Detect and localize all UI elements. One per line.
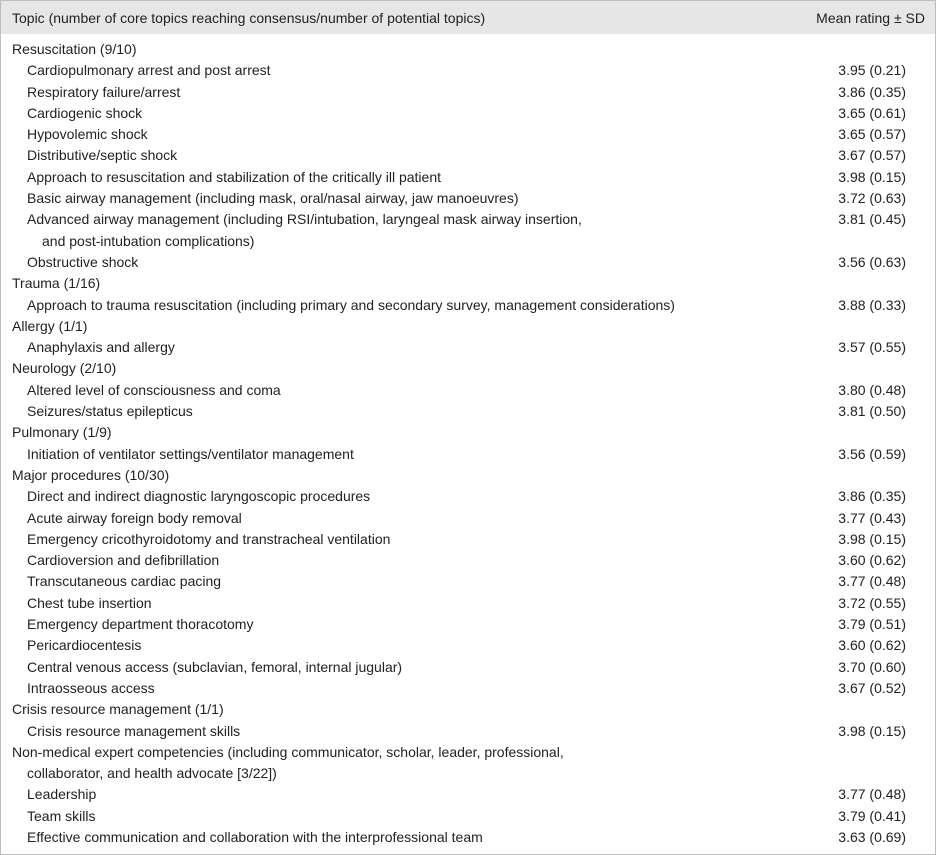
table-row <box>1 252 935 273</box>
table-row <box>1 124 935 145</box>
topic-label <box>27 529 390 550</box>
topic-label <box>27 784 96 805</box>
table-row <box>1 103 935 124</box>
category-label <box>12 358 116 379</box>
mean-rating-value: 3.77 (0.48) <box>838 573 906 590</box>
topic-text: Approach to trauma resuscitation (including primary and secondary survey, management considerations) <box>27 296 675 313</box>
topic-label <box>27 295 675 316</box>
category-row <box>1 422 935 443</box>
topic-label <box>27 337 175 358</box>
table-row <box>1 550 935 571</box>
topic-column-header: Topic (number of core topics reaching consensus/number of potential topics) <box>12 10 486 26</box>
topic-label <box>27 827 483 848</box>
category-row <box>1 699 935 720</box>
category-row <box>1 465 935 486</box>
rating-column-header: Mean rating ± SD <box>816 10 925 26</box>
table-row <box>1 508 935 529</box>
topic-label <box>27 571 221 592</box>
topic-label <box>27 82 180 103</box>
table-row <box>1 82 935 103</box>
topic-text: Effective communication and collaboration with the interprofessional team <box>27 828 483 845</box>
topic-text: Direct and indirect diagnostic laryngoscopic procedures <box>27 488 371 505</box>
topic-label <box>27 401 193 422</box>
topic-label <box>27 444 354 465</box>
table-row <box>1 60 935 81</box>
topic-label <box>27 593 152 614</box>
topic-text-continuation: collaborator, and health advocate [3/22]) <box>27 765 277 782</box>
mean-rating-value: 3.80 (0.48) <box>838 381 906 398</box>
topic-text: Obstructive shock <box>27 253 139 270</box>
mean-rating-value: 3.98 (0.15) <box>838 168 906 185</box>
category-row <box>1 742 935 785</box>
topic-text: Central venous access (subclavian, femoral, internal jugular) <box>27 658 403 675</box>
topic-text: Allergy (1/1) <box>12 317 88 334</box>
mean-rating-value: 3.77 (0.48) <box>838 786 906 803</box>
topic-text: Cardioversion and defibrillation <box>27 552 220 569</box>
mean-rating-value: 3.60 (0.62) <box>838 637 906 654</box>
table-row <box>1 571 935 592</box>
table-body <box>1 39 935 848</box>
topic-text: Advanced airway management (including RSI/intubation, laryngeal mask airway insertion, <box>27 211 582 228</box>
mean-rating-value: 3.63 (0.69) <box>838 828 906 845</box>
category-row <box>1 316 935 337</box>
mean-rating-value: 3.98 (0.15) <box>838 530 906 547</box>
topic-label <box>27 486 370 507</box>
topic-text: Team skills <box>27 807 96 824</box>
mean-rating-value: 3.77 (0.43) <box>838 509 906 526</box>
mean-rating-value: 3.79 (0.41) <box>838 807 906 824</box>
mean-rating-value: 3.67 (0.52) <box>838 679 906 696</box>
table-row <box>1 593 935 614</box>
table-row <box>1 657 935 678</box>
category-label <box>12 422 112 443</box>
topic-text: Major procedures (10/30) <box>12 466 170 483</box>
table-row <box>1 444 935 465</box>
mean-rating-value: 3.81 (0.45) <box>838 211 906 228</box>
topic-text: Neurology (2/10) <box>12 360 117 377</box>
topic-text: Initiation of ventilator settings/ventilator management <box>27 445 354 462</box>
topic-label <box>27 252 138 273</box>
mean-rating-value: 3.67 (0.57) <box>838 147 906 164</box>
category-label <box>12 273 100 294</box>
category-row <box>1 273 935 294</box>
topic-label <box>27 550 219 571</box>
table-header <box>1 1 935 34</box>
topic-label <box>27 188 519 209</box>
topic-text: Respiratory failure/arrest <box>27 83 181 100</box>
table-row <box>1 635 935 656</box>
topic-text: Trauma (1/16) <box>12 275 101 292</box>
category-label <box>12 465 169 486</box>
mean-rating-value: 3.86 (0.35) <box>838 488 906 505</box>
mean-rating-value: 3.88 (0.33) <box>838 296 906 313</box>
topic-label <box>27 145 177 166</box>
topic-label <box>27 678 155 699</box>
topic-label <box>27 60 271 81</box>
mean-rating-value: 3.56 (0.63) <box>838 253 906 270</box>
topic-text: Altered level of consciousness and coma <box>27 381 281 398</box>
topic-text-continuation: and post-intubation complications) <box>42 232 255 249</box>
topic-text: Resuscitation (9/10) <box>12 41 137 57</box>
table-row <box>1 188 935 209</box>
topic-label <box>27 657 402 678</box>
mean-rating-value: 3.72 (0.55) <box>838 594 906 611</box>
mean-rating-value: 3.72 (0.63) <box>838 190 906 207</box>
topic-text: Pericardiocentesis <box>27 637 142 654</box>
category-label <box>12 39 137 60</box>
topic-label <box>27 167 441 188</box>
table-row <box>1 529 935 550</box>
category-label <box>12 742 564 785</box>
mean-rating-value: 3.79 (0.51) <box>838 616 906 633</box>
topic-text: Hypovolemic shock <box>27 126 148 143</box>
mean-rating-value: 3.95 (0.21) <box>838 62 906 79</box>
topic-label <box>27 209 582 252</box>
table-row <box>1 337 935 358</box>
topic-text: Cardiogenic shock <box>27 104 143 121</box>
topic-text: Emergency cricothyroidotomy and transtracheal ventilation <box>27 530 391 547</box>
table-row <box>1 486 935 507</box>
topic-text: Chest tube insertion <box>27 594 152 611</box>
topic-text: Acute airway foreign body removal <box>27 509 242 526</box>
category-row <box>1 39 935 60</box>
topic-text: Cardiopulmonary arrest and post arrest <box>27 62 271 79</box>
mean-rating-value: 3.57 (0.55) <box>838 339 906 356</box>
mean-rating-value: 3.70 (0.60) <box>838 658 906 675</box>
topic-label <box>27 721 240 742</box>
table-row <box>1 721 935 742</box>
table-row <box>1 145 935 166</box>
topic-text: Non-medical expert competencies (including communicator, scholar, leader, professional, <box>12 743 564 760</box>
table-row <box>1 209 935 252</box>
topic-text: Transcutaneous cardiac pacing <box>27 573 222 590</box>
table-row <box>1 401 935 422</box>
topic-text: Crisis resource management skills <box>27 722 241 739</box>
mean-rating-value: 3.56 (0.59) <box>838 445 906 462</box>
topic-text: Seizures/status epilepticus <box>27 403 193 420</box>
topic-text: Crisis resource management (1/1) <box>12 701 224 718</box>
topic-label <box>27 380 281 401</box>
mean-rating-value: 3.86 (0.35) <box>838 83 906 100</box>
category-label <box>12 699 224 720</box>
topic-text: Emergency department thoracotomy <box>27 616 254 633</box>
mean-rating-value: 3.98 (0.15) <box>838 722 906 739</box>
topic-label <box>27 103 142 124</box>
table-row <box>1 678 935 699</box>
topic-text: Pulmonary (1/9) <box>12 424 112 441</box>
table-row <box>1 167 935 188</box>
table-row <box>1 827 935 848</box>
topic-text: Basic airway management (including mask, oral/nasal airway, jaw manoeuvres) <box>27 190 519 207</box>
mean-rating-value: 3.81 (0.50) <box>838 403 906 420</box>
table-row <box>1 614 935 635</box>
topic-text: Leadership <box>27 786 97 803</box>
topic-label <box>27 806 95 827</box>
topic-label <box>27 508 242 529</box>
category-label <box>12 316 87 337</box>
table-row <box>1 784 935 805</box>
table-row <box>1 806 935 827</box>
topic-text: Approach to resuscitation and stabilization of the critically ill patient <box>27 168 441 185</box>
mean-rating-value: 3.65 (0.57) <box>838 126 906 143</box>
table-row <box>1 380 935 401</box>
category-row <box>1 358 935 379</box>
topic-label <box>27 124 148 145</box>
topic-text: Anaphylaxis and allergy <box>27 339 175 356</box>
topic-text: Intraosseous access <box>27 679 155 696</box>
mean-rating-value: 3.65 (0.61) <box>838 104 906 121</box>
topic-label <box>27 614 253 635</box>
mean-rating-value: 3.60 (0.62) <box>838 552 906 569</box>
table-row <box>1 295 935 316</box>
topic-label <box>27 635 141 656</box>
topic-text: Distributive/septic shock <box>27 147 178 164</box>
